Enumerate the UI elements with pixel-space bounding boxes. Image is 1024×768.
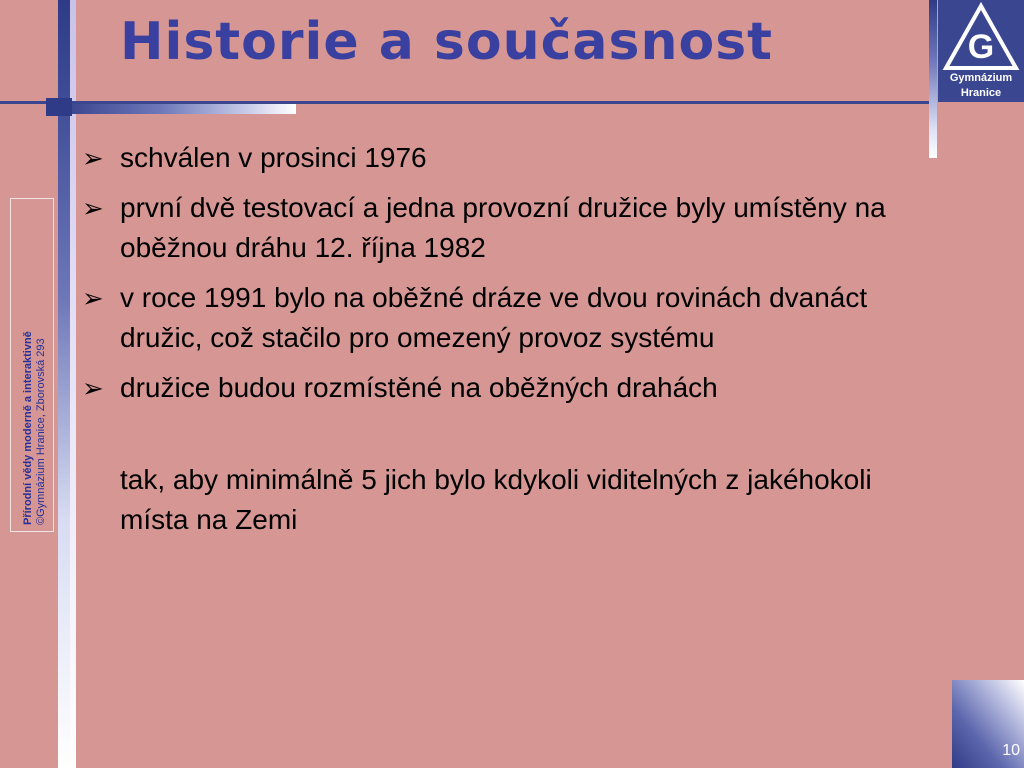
list-item — [82, 138, 912, 178]
page-number: 10 — [1002, 742, 1020, 759]
arrow-bullet-icon: ➢ — [82, 283, 104, 313]
list-item — [82, 368, 912, 408]
right-vertical-bar — [929, 0, 937, 158]
continuation-text: tak, aby minimálně 5 jich bylo kdykoli viditelných z jakéhokoli místa na Zemi — [120, 464, 872, 535]
arrow-bullet-icon: ➢ — [82, 373, 104, 403]
school-logo — [938, 0, 1024, 102]
logo-line-2: Hranice — [960, 87, 1002, 99]
side-label-line-2: ©Gymnázium Hranice, Zborovská 293 — [35, 338, 47, 525]
side-label-line-1: Přírodní vědy moderně a interaktivně — [22, 331, 34, 525]
side-label — [22, 331, 48, 525]
arrow-bullet-icon: ➢ — [82, 193, 104, 223]
arrow-bullet-icon: ➢ — [82, 143, 104, 173]
bullet-list — [82, 138, 912, 418]
logo-letter: G — [967, 28, 995, 66]
bullet-text: v roce 1991 bylo na oběžné dráze ve dvou rovinách dvanáct družic, což stačilo pro omezený provoz systému — [120, 282, 868, 353]
corner-accent — [46, 98, 72, 116]
bullet-text: schválen v prosinci 1976 — [120, 142, 427, 173]
logo-line-1: Gymnázium — [949, 72, 1013, 84]
title-gradient-bar — [48, 104, 296, 114]
list-item — [82, 188, 912, 268]
list-item — [82, 278, 912, 358]
bullet-text: první dvě testovací a jedna provozní družice byly umístěny na oběžnou dráhu 12. října 1982 — [120, 192, 886, 263]
page-number-corner — [952, 680, 1024, 768]
bullet-text: družice budou rozmístěné na oběžných drahách — [120, 372, 718, 403]
slide-title: Historie a současnost — [120, 12, 774, 72]
